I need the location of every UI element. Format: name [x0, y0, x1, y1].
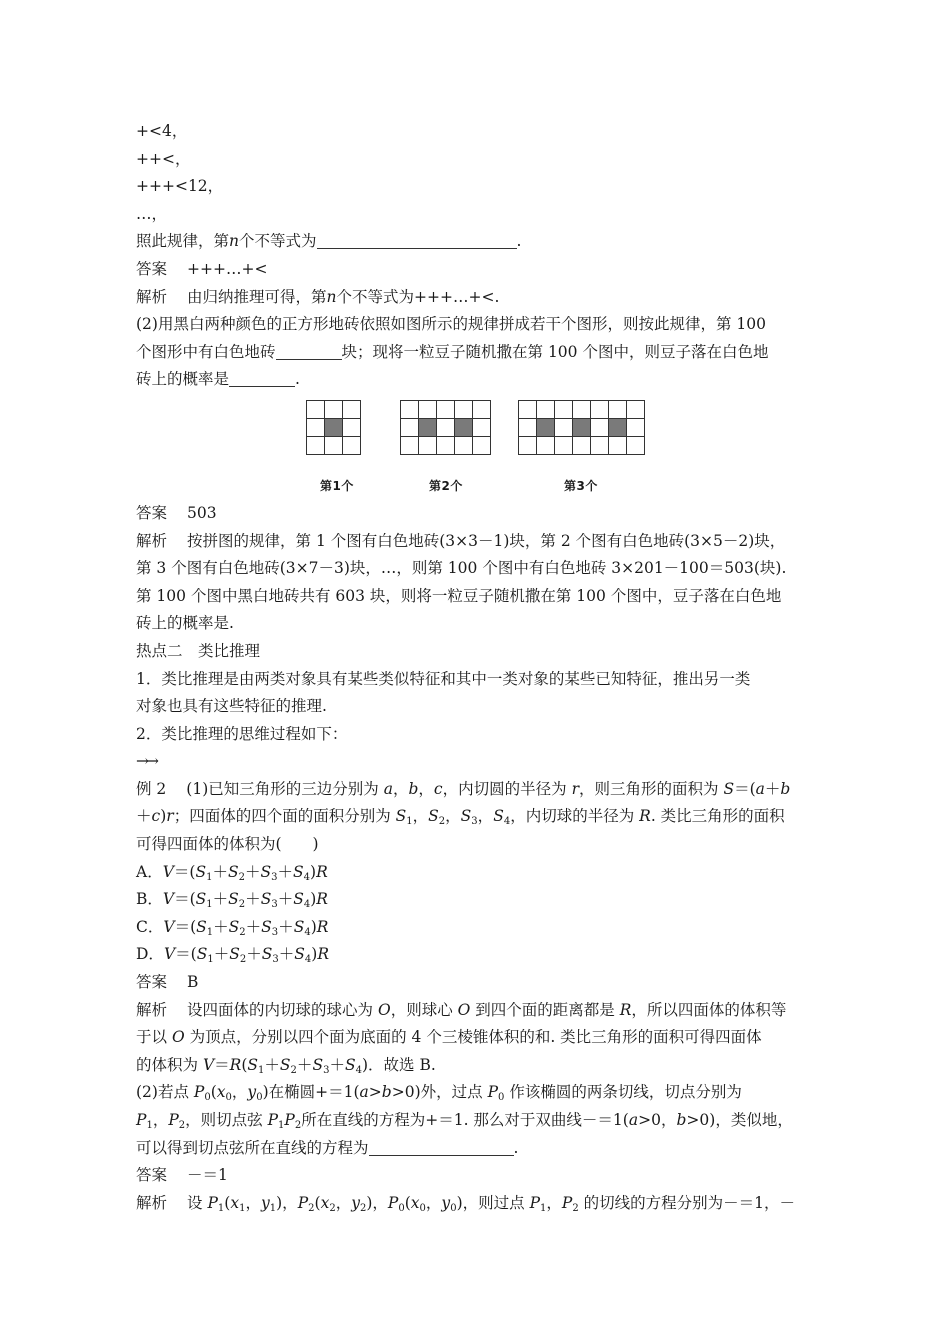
analysis-label: 解析: [136, 287, 168, 306]
question-3-line-1: (2)若点 $P_0(x_0$，$y_0$)在椭圆+＝1(a>b>0)外，过点 $P_0$ 作该椭圆的两条切线，切点分别为: [136, 1083, 742, 1104]
document-page: [136, 118, 816, 1217]
tile-pattern-figure: [136, 398, 816, 500]
analysis-3-line-2: 于以 O 为顶点，分别以四个面为底面的 4 个三棱锥体积的和. 类比三角形的面积可得四面体: [136, 1028, 762, 1047]
analysis-label: 解析: [136, 1193, 168, 1212]
analysis-2-line-4: 砖上的概率是.: [136, 614, 234, 633]
answer-3: 答案 B: [136, 969, 816, 997]
point-1-line-2: 对象也具有这些特征的推理.: [136, 697, 327, 716]
figure-caption-3: 第3个: [564, 478, 598, 493]
tile-grid-2: [400, 400, 494, 458]
figure-caption-2: 第2个: [429, 478, 463, 493]
analysis-label: 解析: [136, 531, 168, 550]
option-a: A．$V=(S_1+S_2+S_3+S_4)R$: [136, 862, 328, 883]
analysis-2-line-1: 解析 按拼图的规律，第 1 个图有白色地砖(3×3－1)块，第 2 个图有白色地砖(3×5－2)块，: [136, 528, 816, 556]
analysis-3-line-3: 的体积为 $V=R(S_1+S_2+S_3+S_4)$．故选 B.: [136, 1055, 436, 1076]
tile-grid-3: [518, 400, 648, 458]
analysis-1: 解析 由归纳推理可得，第n个不等式为+++…+<.: [136, 284, 816, 312]
inequality-line-3: +++<12，: [136, 177, 224, 196]
answer-4: 答案 －＝1: [136, 1162, 816, 1190]
tile-grid-1: [306, 400, 364, 458]
analysis-2-line-3: 第 100 个图中黑白地砖共有 603 块，则将一粒豆子随机撒在第 100 个图中，豆子落在白色地: [136, 586, 782, 605]
example-2-line-3: 可得四面体的体积为( ): [136, 835, 319, 854]
section-heading: 热点二 类比推理: [136, 641, 261, 660]
answer-label: 答案: [136, 503, 168, 522]
arrow-glyphs: →→: [136, 752, 156, 771]
answer-label: 答案: [136, 1166, 168, 1185]
example-2-line-2: ＋c)r；四面体的四个面的面积分别为 $S_1$，$S_2$，$S_3$，$S_4$，内切球的半径为 R. 类比三角形的面积: [136, 807, 785, 828]
analysis-label: 解析: [136, 1000, 168, 1019]
answer-blank: [317, 230, 517, 249]
option-d: D．$V=(S_1+S_2+S_3+S_4)R$: [136, 945, 329, 966]
question-3-line-3: 可以得到切点弦所在直线的方程为 .: [136, 1138, 519, 1157]
answer-label: 答案: [136, 973, 168, 992]
example-2-line-1: 例 2 (1)已知三角形的三边分别为 a，b，c，内切圆的半径为 r，则三角形的面积为 S＝(a＋b: [136, 776, 816, 804]
analysis-3-line-1: 解析 设四面体的内切球的球心为 O，则球心 O 到四个面的距离都是 R，所以四面体的体积等: [136, 997, 816, 1025]
point-2: 2．类比推理的思维过程如下：: [136, 724, 348, 743]
example-label: 例 2: [136, 779, 167, 798]
answer-blank: [229, 368, 295, 387]
answer-blank: [369, 1137, 514, 1156]
analysis-4: 解析 设 $P_1(x_1$，$y_1$)，$P_2(x_2$，$y_2$)，$P_0(x_0$，$y_0$)，则过点 $P_1$，$P_2$ 的切线的方程分别为－＝1，－: [136, 1190, 816, 1218]
question-2-line-2: 个图形中有白色地砖 块；现将一粒豆子随机撒在第 100 个图中，则豆子落在白色地: [136, 342, 769, 361]
answer-label: 答案: [136, 259, 168, 278]
figure-caption-1: 第1个: [320, 478, 354, 493]
point-1-line-1: 1．类比推理是由两类对象具有某些类似特征和其中一类对象的某些已知特征，推出另一类: [136, 669, 751, 688]
option-c: C．$V=(S_1+S_2+S_3+S_4)R$: [136, 917, 329, 938]
question-3-line-2: $P_1$，$P_2$，则切点弦 $P_1P_2$所在直线的方程为+＝1. 那么对于双曲线－＝1(a>0，b>0)，类似地，: [136, 1111, 793, 1131]
inequality-line-2: ++<，: [136, 149, 191, 168]
question-1-prompt: 照此规律，第n个不等式为 .: [136, 232, 522, 251]
analysis-2-line-2: 第 3 个图有白色地砖(3×7－3)块，…，则第 100 个图中有白色地砖 3×201－100＝503(块).: [136, 559, 787, 578]
answer-blank: [276, 341, 342, 360]
question-2-line-3: 砖上的概率是 .: [136, 370, 300, 389]
option-b: B．$V=(S_1+S_2+S_3+S_4)R$: [136, 890, 328, 911]
answer-1: 答案 +++…+<: [136, 256, 816, 284]
question-2-line-1: (2)用黑白两种颜色的正方形地砖依照如图所示的规律拼成若干个图形，则按此规律，第 100: [136, 315, 766, 334]
ellipsis-line: …，: [136, 204, 168, 223]
answer-2: 答案 503: [136, 500, 816, 528]
inequality-line-1: +<4，: [136, 122, 188, 140]
